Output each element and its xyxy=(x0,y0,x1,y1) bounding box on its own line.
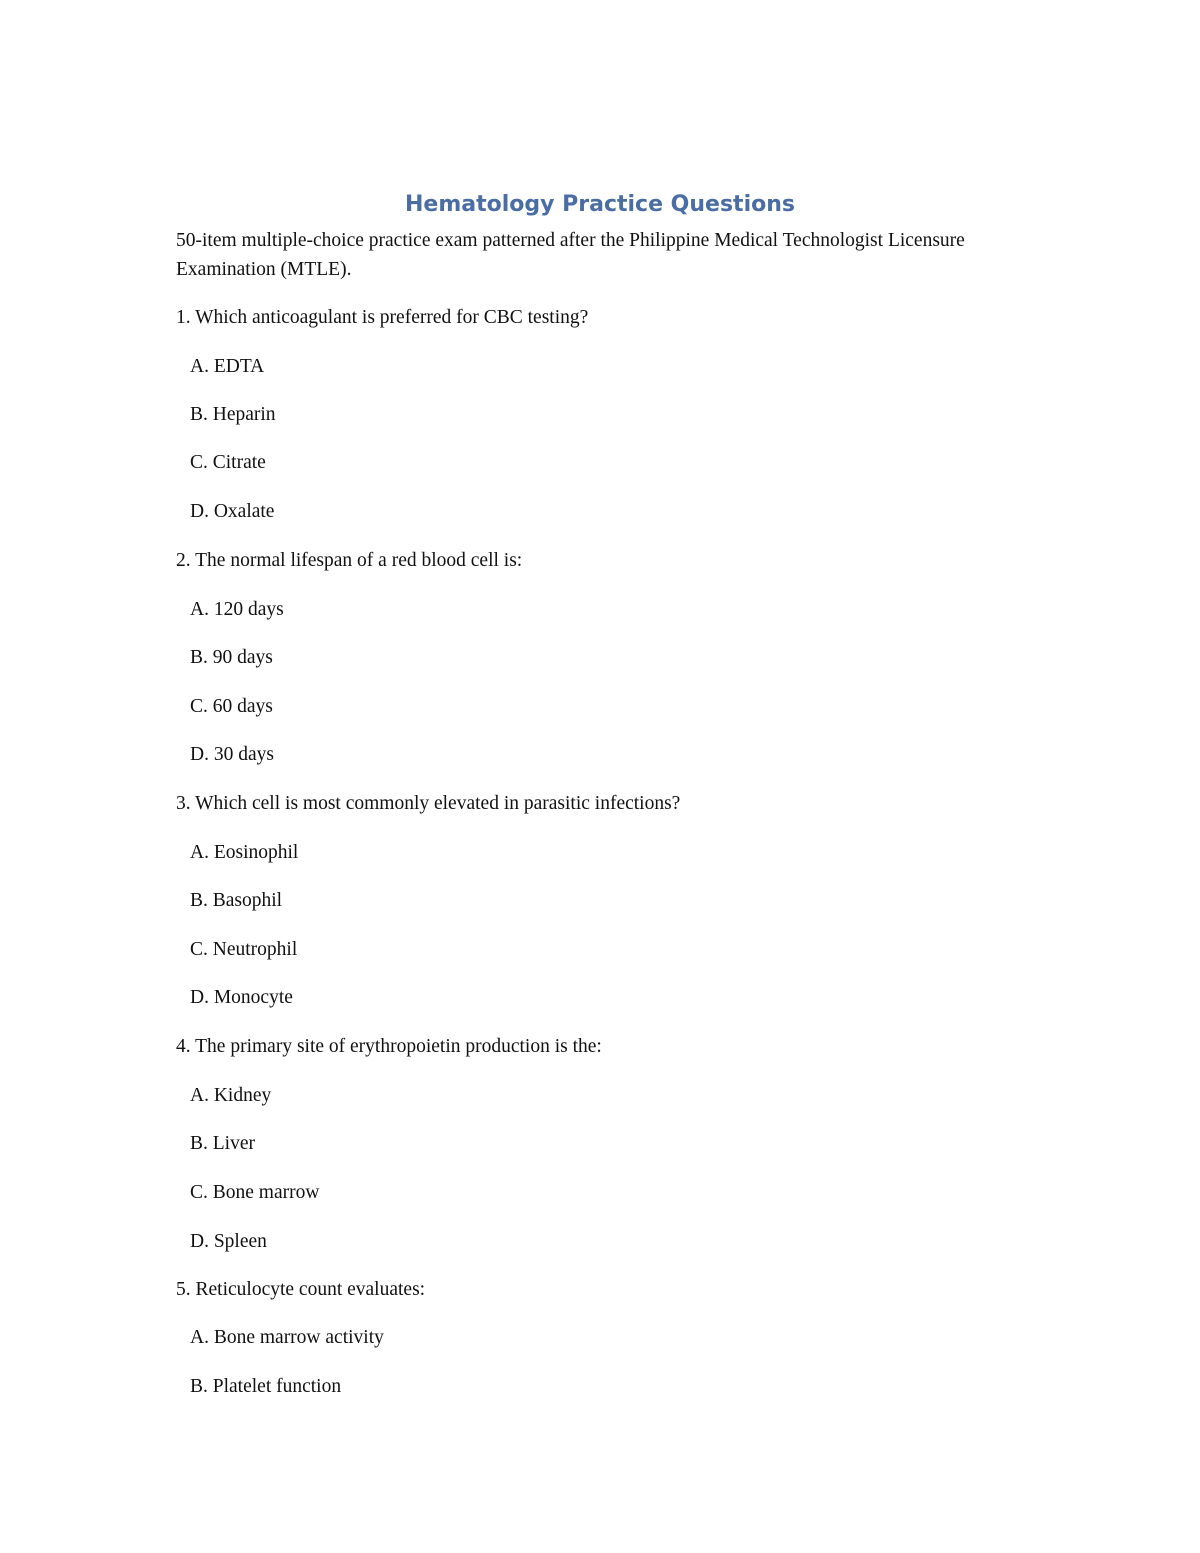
document-intro: 50-item multiple-choice practice exam patterned after the Philippine Medical Technologist Licensure Examination (MTLE). xyxy=(176,230,965,280)
question-text: 4. The primary site of erythropoietin production is the: xyxy=(176,1036,602,1057)
question-text: 1. Which anticoagulant is preferred for CBC testing? xyxy=(176,307,589,328)
answer-option: B. Liver xyxy=(190,1133,255,1154)
document-title: Hematology Practice Questions xyxy=(405,192,795,217)
answer-option: A. Bone marrow activity xyxy=(190,1327,384,1348)
answer-option: D. Spleen xyxy=(190,1231,267,1252)
answer-option: C. Citrate xyxy=(190,452,266,473)
answer-option: C. Bone marrow xyxy=(190,1182,320,1203)
question-text: 3. Which cell is most commonly elevated in parasitic infections? xyxy=(176,793,681,814)
answer-option: D. Oxalate xyxy=(190,501,275,522)
answer-option: D. 30 days xyxy=(190,744,274,765)
answer-option: C. 60 days xyxy=(190,696,273,717)
answer-option: B. 90 days xyxy=(190,647,273,668)
answer-option: B. Platelet function xyxy=(190,1376,342,1397)
answer-option: A. EDTA xyxy=(190,356,265,377)
answer-option: B. Basophil xyxy=(190,890,283,911)
answer-option: C. Neutrophil xyxy=(190,939,298,960)
question-text: 2. The normal lifespan of a red blood cell is: xyxy=(176,550,523,571)
answer-option: B. Heparin xyxy=(190,404,276,425)
answer-option: A. 120 days xyxy=(190,599,284,620)
answer-option: D. Monocyte xyxy=(190,987,293,1008)
answer-option: A. Kidney xyxy=(190,1085,272,1106)
answer-option: A. Eosinophil xyxy=(190,842,299,863)
question-text: 5. Reticulocyte count evaluates: xyxy=(176,1279,426,1300)
